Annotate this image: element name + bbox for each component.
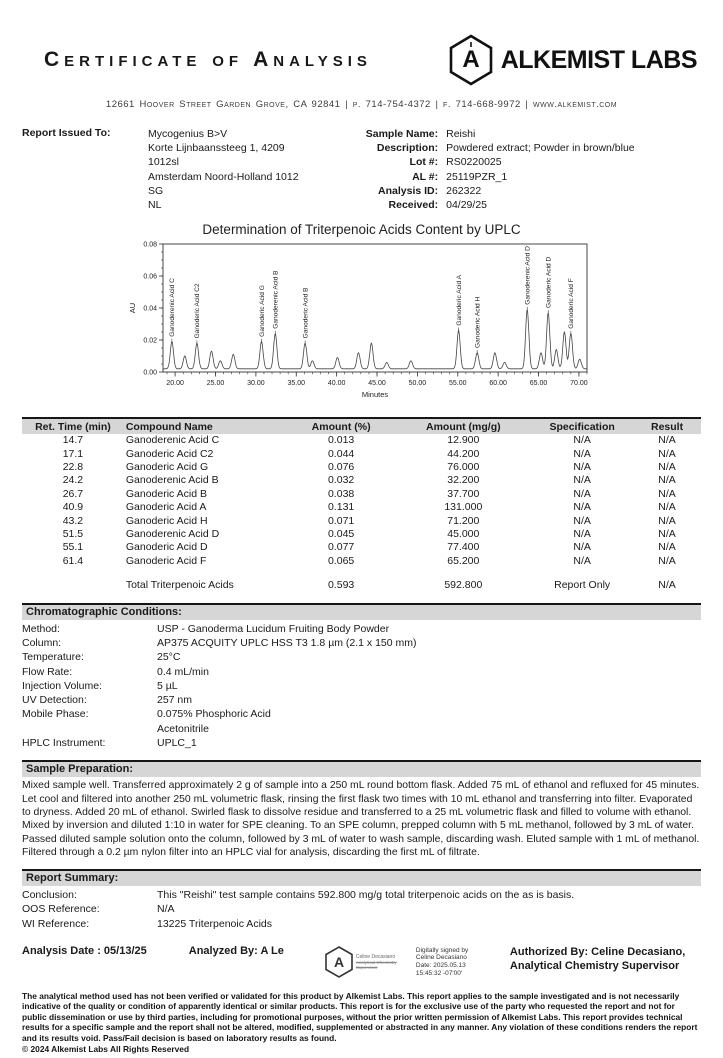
- total-row: [22, 579, 701, 592]
- results-header-cell: Ret. Time (min): [35, 421, 111, 434]
- stamp-signer-block: [356, 954, 412, 971]
- table-cell: 26.7: [62, 487, 84, 500]
- copyright-text: © 2024 Alkemist Labs All Rights Reserved: [22, 1043, 190, 1054]
- table-cell: 0.131: [327, 501, 355, 514]
- stamp-hexagon-icon: [324, 945, 354, 979]
- issued-to-block: [22, 127, 341, 212]
- report-info: [22, 127, 701, 212]
- condition-value: 25°C: [157, 651, 181, 664]
- table-cell: 24.2: [62, 474, 84, 487]
- table-cell: 14.7: [62, 434, 84, 447]
- table-cell: N/A: [573, 474, 591, 487]
- total-amount-mgg: 592.800: [444, 579, 483, 592]
- condition-value: 0.4 mL/min: [157, 665, 209, 678]
- sample-field-label: Analysis ID:: [378, 184, 439, 197]
- y-tick-label: 0.02: [142, 337, 157, 345]
- chromatogram-plot: [123, 238, 601, 410]
- table-cell: N/A: [573, 554, 591, 567]
- table-row: [22, 515, 701, 528]
- table-cell: N/A: [658, 528, 676, 541]
- sample-field-label: AL #:: [412, 170, 439, 183]
- summary-label: OOS Reference:: [22, 903, 100, 916]
- summary-label: WI Reference:: [22, 917, 90, 930]
- x-tick-label: 35.00: [286, 380, 305, 388]
- table-cell: 17.1: [62, 447, 84, 460]
- sample-field-value: Powdered extract; Powder in brown/blue: [446, 142, 635, 155]
- chart-title: Determination of Triterpenoic Acids Content by UPLC: [202, 222, 521, 238]
- table-cell: N/A: [573, 501, 591, 514]
- table-cell: Ganoderenic Acid D: [125, 528, 220, 541]
- table-cell: 40.9: [62, 501, 84, 514]
- chromatogram-section: [22, 222, 701, 410]
- x-tick-label: 65.00: [529, 380, 547, 388]
- condition-value: 5 µL: [157, 679, 178, 692]
- x-tick-label: 40.00: [327, 380, 345, 388]
- analyzed-by: Analyzed By: A Le: [188, 945, 284, 958]
- sample-field-value: Reishi: [446, 128, 476, 140]
- condition-value: 0.075% Phosphoric Acid Acetonitrile: [157, 708, 271, 735]
- signature-row: [22, 945, 701, 979]
- table-cell: Ganoderic Acid H: [125, 514, 208, 527]
- table-spacer-row: [22, 568, 701, 579]
- sample-fields: [341, 127, 701, 212]
- table-cell: 0.013: [327, 434, 355, 447]
- report-summary-section: [22, 869, 701, 931]
- table-cell: N/A: [658, 541, 676, 554]
- total-result: N/A: [658, 579, 676, 592]
- table-cell: 61.4: [62, 554, 84, 567]
- alkemist-hexagon-icon: [448, 34, 494, 86]
- results-total-section: [22, 568, 701, 592]
- table-cell: N/A: [658, 447, 676, 460]
- issued-to-lines: [148, 127, 299, 212]
- table-cell: 0.038: [327, 487, 355, 500]
- table-cell: 44.200: [447, 447, 480, 460]
- table-row: [22, 555, 701, 568]
- condition-value: 257 nm: [157, 694, 193, 707]
- address-line: 12661 Hoover Street Garden Grove, CA 92841 | p. 714-754-4372 | f. 714-668-9972 | www.alkemist.com: [105, 99, 618, 110]
- sample-field-label: Received:: [388, 199, 439, 212]
- condition-label: UV Detection:: [22, 694, 87, 707]
- sample-field-value: 25119PZR_1: [446, 170, 508, 183]
- issued-to-label: Report Issued To:: [22, 127, 111, 139]
- sample-preparation-heading: Sample Preparation:: [22, 760, 701, 777]
- certificate-page: [0, 34, 723, 1058]
- y-tick-label: 0.08: [142, 241, 157, 249]
- table-cell: N/A: [658, 474, 676, 487]
- summary-value: N/A: [157, 903, 175, 916]
- issued-to-line: Amsterdam Noord-Holland 1012: [148, 170, 299, 183]
- table-cell: N/A: [573, 541, 591, 554]
- condition-label: Method:: [22, 622, 60, 635]
- table-row: [22, 541, 701, 554]
- condition-label: Injection Volume:: [22, 679, 102, 692]
- sample-preparation-text: Mixed sample well. Transferred approximately 2 g of sample into a 250 mL round bottom flask. Added 75 mL of ethanol and refluxed for 45 minutes. Let cool and filtered into another 250 mL volumetric flask, rinsing the first flask two times with 10 mL ethanol and transferring into filter. Evaporated to dryness. Added 20 mL of ethanol. Swirled flask to dissolve residue and transferred to a 25 mL volumetric flask and filled to volume with ethanol. Mixed by inversion and diluted 1:10 in water for SPE cleaning. To an SPE column, prepped column with 5 mL methanol, followed by 3 mL of water. Passed diluted sample solution onto the column, followed by 3 mL of water to wash sample, discarding wash. Eluted sample with 1 mL of methanol. Filtered through a 0.2 µm nylon filter into an HPLC vial for analysis, discarding the first mL of filtrate.: [22, 780, 700, 858]
- summary-value: 13225 Triterpenoic Acids: [157, 917, 272, 930]
- peak-label: Ganoderic Acid B: [301, 287, 309, 339]
- x-tick-label: 20.00: [165, 380, 184, 388]
- peak-label: Ganoderic Acid G: [258, 285, 266, 338]
- table-cell: N/A: [658, 461, 676, 474]
- table-cell: N/A: [658, 487, 676, 500]
- table-row: [22, 474, 701, 487]
- table-row: [22, 501, 701, 514]
- sample-field-value: RS0220025: [446, 156, 502, 169]
- x-tick-label: 55.00: [448, 380, 467, 388]
- table-cell: 0.045: [327, 528, 355, 541]
- issued-to-line: Mycogenius B>V: [148, 128, 228, 140]
- sample-field-value: 04/29/25: [446, 199, 487, 212]
- table-cell: Ganoderenic Acid B: [125, 474, 219, 487]
- peak-label: Ganoderic Acid H: [473, 296, 481, 349]
- results-table: [22, 417, 701, 592]
- stamp-signer-name: Celine Decasiano: [355, 953, 396, 960]
- table-cell: 0.077: [327, 541, 355, 554]
- total-label: Total Triterpenoic Acids: [125, 579, 234, 592]
- x-tick-label: 50.00: [408, 380, 426, 388]
- x-tick-label: 45.00: [367, 380, 386, 388]
- table-cell: 32.200: [447, 474, 480, 487]
- y-tick-label: 0.06: [142, 273, 157, 281]
- brand-logo: [448, 34, 701, 86]
- table-cell: N/A: [658, 501, 676, 514]
- header: [22, 34, 701, 86]
- table-cell: 76.000: [447, 461, 480, 474]
- table-row: [22, 528, 701, 541]
- table-cell: 45.000: [447, 528, 480, 541]
- table-row: [22, 488, 701, 501]
- table-cell: 0.065: [327, 554, 355, 567]
- peak-label: Ganoderenic Acid B: [272, 270, 280, 330]
- results-header-row: [22, 418, 701, 434]
- total-specification: Report Only: [554, 579, 611, 592]
- analysis-date: Analysis Date : 05/13/25: [22, 945, 147, 958]
- table-cell: 0.071: [327, 514, 355, 527]
- condition-label: Temperature:: [22, 651, 84, 664]
- peak-label: Ganoderic Acid A: [455, 275, 463, 326]
- y-tick-label: 0.00: [142, 369, 157, 377]
- peak-label: Ganoderic Acid C2: [193, 283, 201, 339]
- table-cell: 0.076: [327, 461, 355, 474]
- svg-text:A: A: [462, 46, 480, 73]
- table-cell: N/A: [573, 447, 591, 460]
- y-tick-label: 0.04: [142, 305, 157, 313]
- conditions-heading: Chromatographic Conditions:: [22, 603, 701, 620]
- table-cell: 77.400: [447, 541, 480, 554]
- table-cell: N/A: [658, 554, 676, 567]
- table-cell: 71.200: [447, 514, 480, 527]
- condition-value: USP - Ganoderma Lucidum Fruiting Body Powder: [157, 622, 390, 635]
- table-cell: Ganoderic Acid B: [125, 487, 207, 500]
- table-row: [22, 448, 701, 461]
- authorized-by-line2: Analytical Chemistry Supervisor: [509, 960, 680, 973]
- conditions-rows: [22, 622, 701, 751]
- table-row: [22, 434, 701, 447]
- table-cell: 12.900: [447, 434, 480, 447]
- table-cell: N/A: [573, 434, 591, 447]
- condition-value: AP375 ACQUITY UPLC HSS T3 1.8 µm (2.1 x 150 mm): [157, 636, 417, 649]
- condition-value: UPLC_1: [157, 737, 197, 750]
- chromatogram-trace: [163, 310, 587, 369]
- table-cell: N/A: [658, 434, 676, 447]
- sample-field-value: 262322: [446, 184, 482, 197]
- x-tick-label: 60.00: [488, 380, 507, 388]
- sample-preparation-section: [22, 760, 701, 859]
- table-row: [22, 461, 701, 474]
- condition-label: Flow Rate:: [22, 665, 73, 678]
- table-cell: Ganoderic Acid D: [125, 541, 208, 554]
- report-summary-heading: Report Summary:: [22, 869, 701, 886]
- plot-frame: [163, 244, 587, 372]
- peak-label: Ganoderenic Acid C: [168, 278, 176, 338]
- stamp-signer-title: Analytical Chemistry Supervisor: [355, 959, 397, 971]
- digital-signature-text: Digitally signed by Celine Decasiano Date: 2025.05.13 15:45:32 -07'00': [415, 946, 469, 977]
- peak-label: Ganoderenic Acid D: [524, 246, 532, 306]
- sample-field-label: Lot #:: [409, 156, 439, 169]
- table-cell: 0.032: [327, 474, 355, 487]
- brand-name: ALKEMIST LABS: [500, 45, 697, 74]
- authorized-by-line1: Authorized By: Celine Decasiano,: [509, 946, 686, 959]
- issued-to-line: 1012sl: [148, 156, 179, 169]
- table-cell: Ganoderic Acid F: [125, 554, 207, 567]
- table-cell: 22.8: [62, 461, 84, 474]
- table-cell: N/A: [573, 514, 591, 527]
- x-tick-label: 25.00: [206, 380, 224, 388]
- total-ret-time: [22, 579, 124, 592]
- table-cell: 0.044: [327, 447, 355, 460]
- results-table-header: [22, 418, 701, 434]
- table-cell: Ganoderenic Acid C: [125, 434, 220, 447]
- disclaimer-text: The analytical method used has not been verified or validated for this product by Alkemist Labs. This report applies to the sample investigated and is not necessarily indicative of the quality or condition of apparently identical or similar products. This report is for the exclusive use of the party who requested the report and not for public dissemination or use by third parties, including for promotional purposes, without the prior written permission of Alkemist Labs. This report provides technical results for a specific sample and the report shall not be altered, modified, supplemented or abstracted in any manner. Any violation of these conditions renders the report and its results void. Pass/Fail decision is based on laboratory results as found.: [22, 991, 698, 1043]
- x-tick-label: 70.00: [569, 380, 588, 388]
- peak-label: Ganoderic Acid F: [567, 278, 575, 330]
- results-header-cell: Amount (mg/g): [425, 421, 501, 434]
- x-axis-label: Minutes: [361, 390, 388, 400]
- table-cell: 37.700: [447, 487, 480, 500]
- x-tick-label: 30.00: [246, 380, 265, 388]
- table-cell: N/A: [658, 514, 676, 527]
- authorized-by: [510, 945, 685, 973]
- table-cell: Ganoderic Acid A: [125, 501, 207, 514]
- peak-label: Ganoderic Acid D: [545, 256, 553, 309]
- results-header-cell: Result: [650, 421, 684, 434]
- results-header-cell: Amount (%): [311, 421, 371, 434]
- table-cell: N/A: [573, 487, 591, 500]
- condition-label: HPLC Instrument:: [22, 737, 106, 750]
- table-cell: 43.2: [62, 514, 84, 527]
- sample-field-label: Sample Name:: [365, 128, 439, 140]
- issued-to-line: NL: [148, 199, 162, 212]
- issued-to-line: Korte Lijnbaanssteeg 1, 4209: [148, 142, 285, 155]
- table-cell: N/A: [573, 528, 591, 541]
- svg-text:A: A: [333, 954, 344, 971]
- results-table-body: [22, 434, 701, 568]
- report-summary-rows: [22, 888, 701, 931]
- results-header-cell: Specification: [549, 421, 615, 434]
- sample-field-label: Description:: [376, 142, 439, 155]
- table-cell: Ganoderic Acid G: [125, 461, 209, 474]
- y-axis-label: AU: [127, 303, 137, 314]
- table-cell: Ganoderic Acid C2: [125, 447, 214, 460]
- summary-label: Conclusion:: [22, 889, 77, 902]
- summary-value: This "Reishi" test sample contains 592.800 mg/g total triterpenoic acids on the as is basis.: [157, 889, 575, 902]
- issued-to-line: SG: [148, 184, 164, 197]
- table-cell: 131.000: [444, 501, 483, 514]
- chromatographic-conditions-section: [22, 603, 701, 751]
- table-cell: N/A: [573, 461, 591, 474]
- table-cell: 65.200: [447, 554, 480, 567]
- digital-signature-stamp: [324, 945, 496, 979]
- results-header-cell: Compound Name: [125, 421, 213, 434]
- table-cell: 55.1: [62, 541, 84, 554]
- total-amount-pct: 0.593: [327, 579, 355, 592]
- condition-label: Column:: [22, 636, 62, 649]
- table-cell: 51.5: [62, 528, 84, 541]
- page-title: Certificate of Analysis: [44, 48, 372, 71]
- condition-label: Mobile Phase:: [22, 708, 89, 721]
